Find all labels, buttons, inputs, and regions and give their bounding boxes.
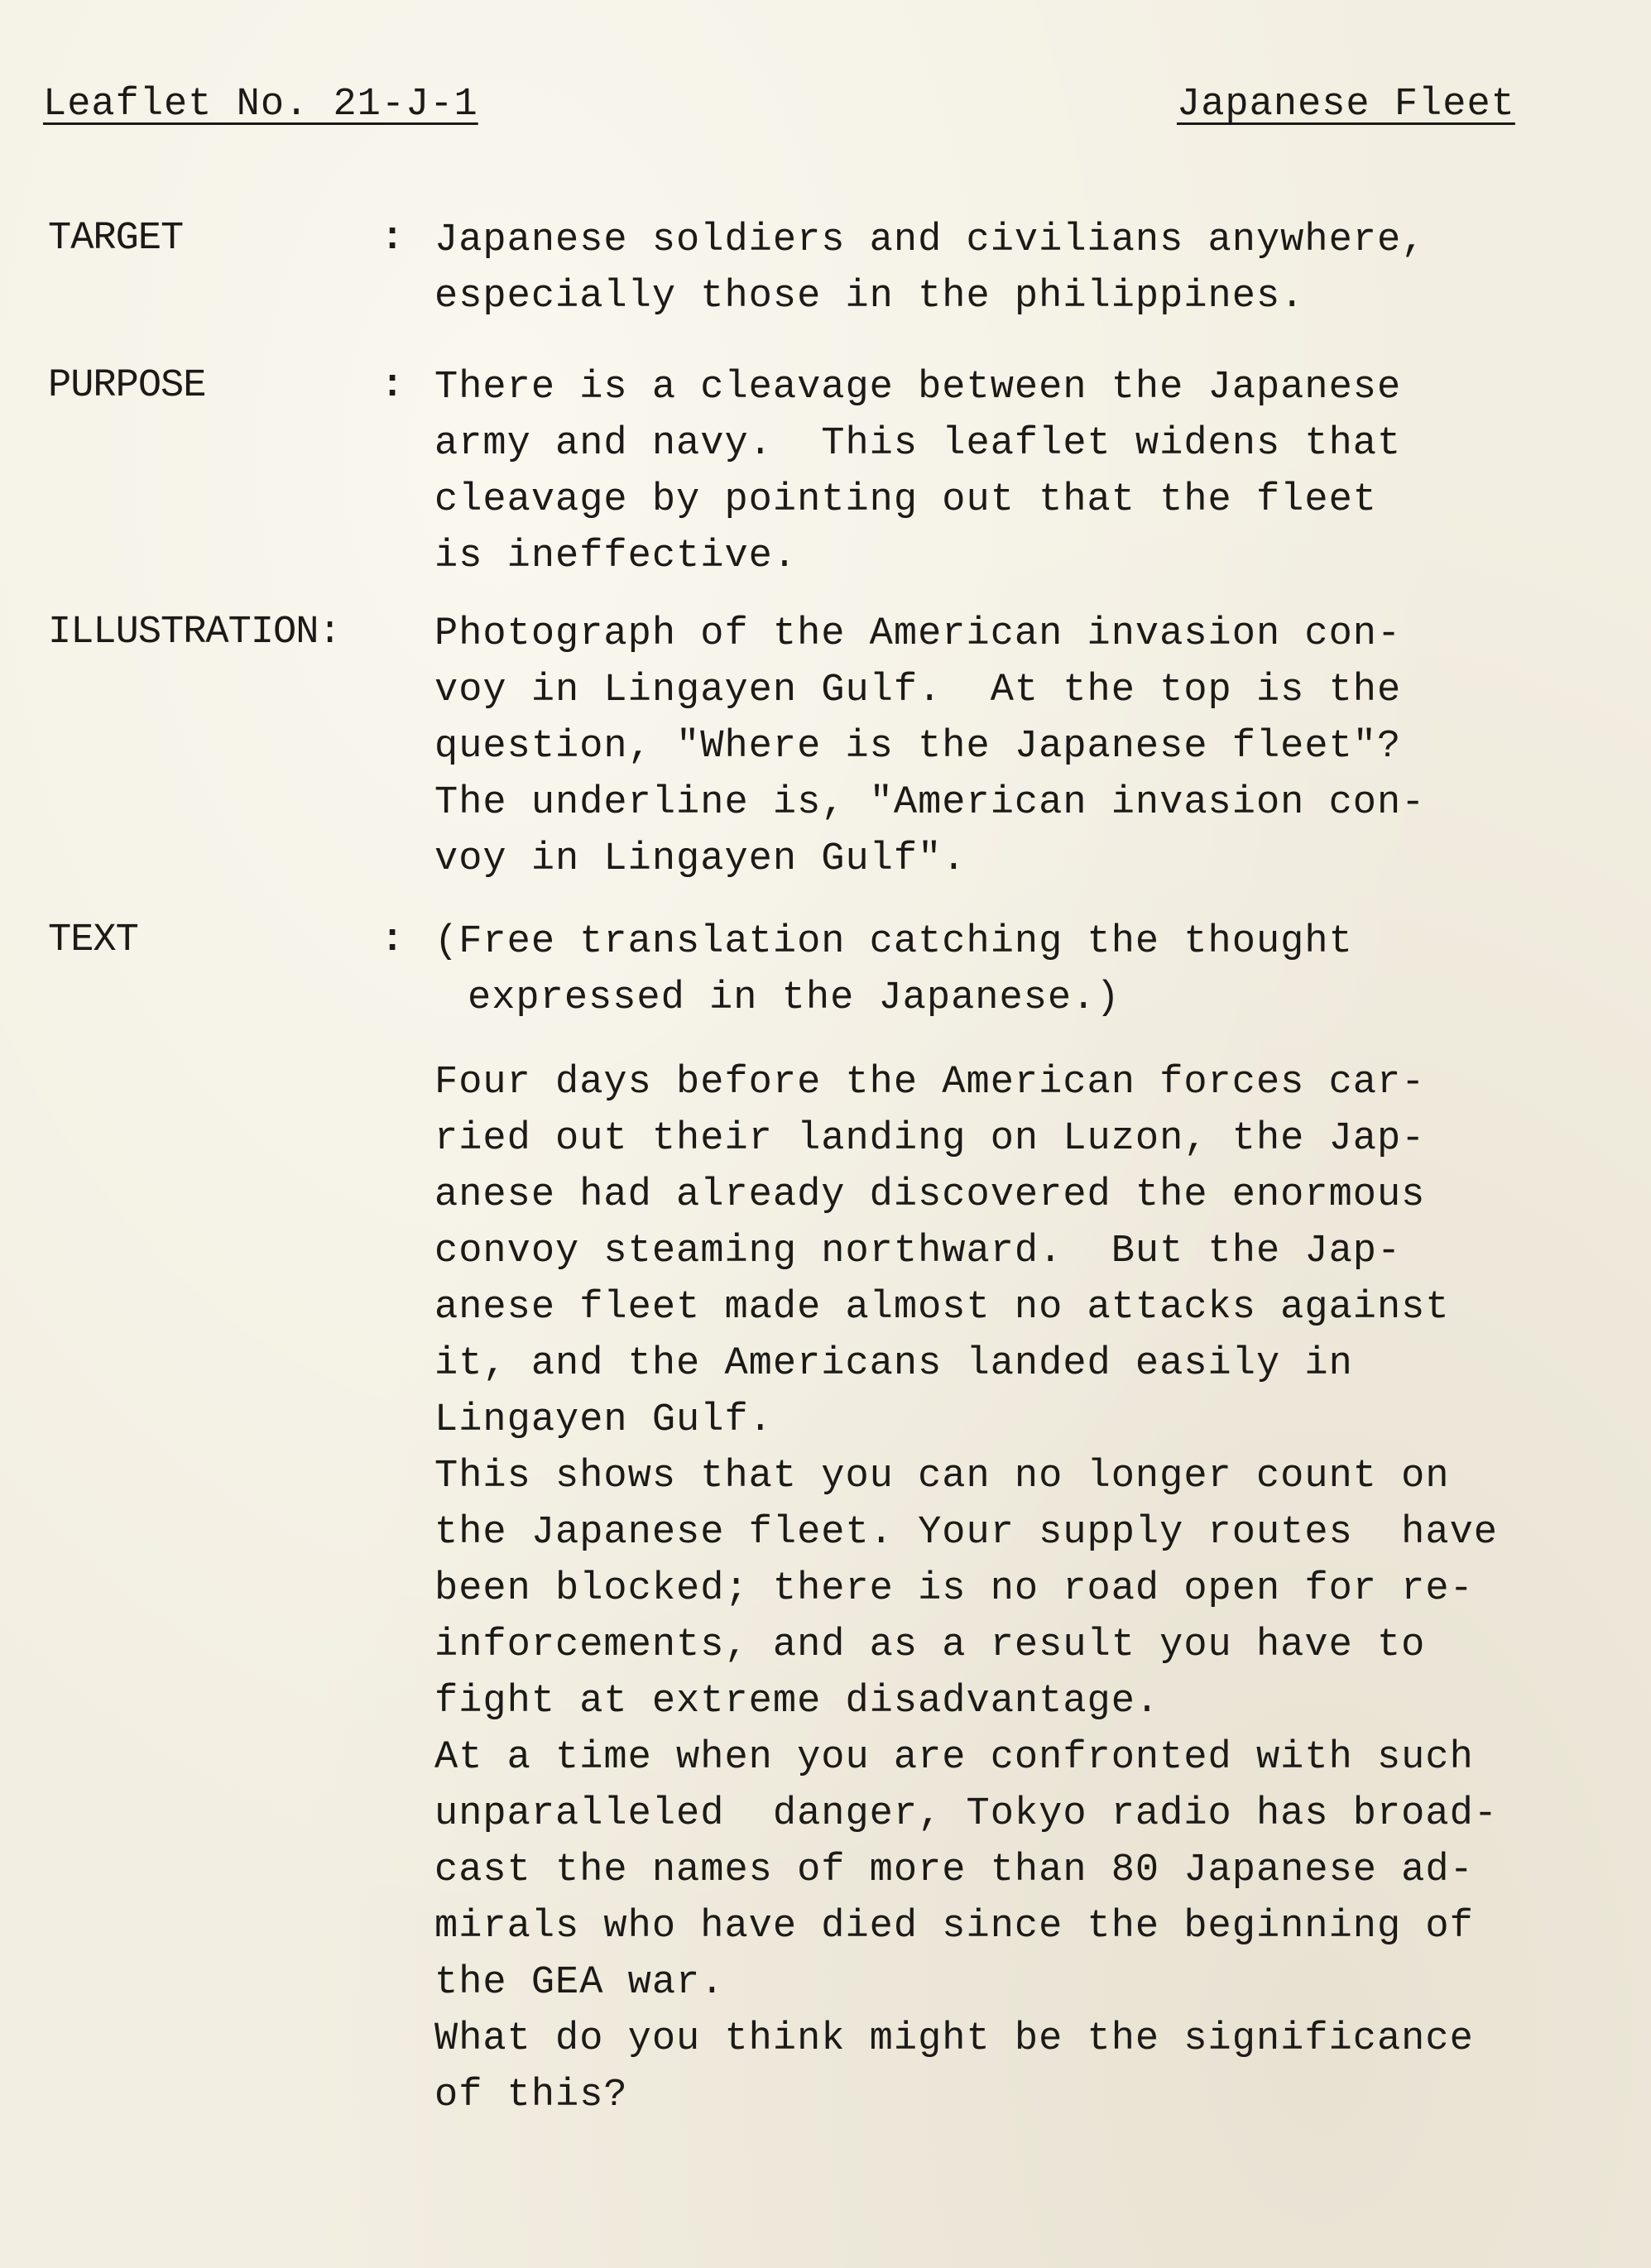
leaflet-number: Leaflet No. 21-J-1 [43, 83, 478, 127]
text-body-line: At a time when you are confronted with such [434, 1736, 1474, 1780]
target-line: Japanese soldiers and civilians anywhere, [434, 218, 1426, 262]
target-colon: : [381, 217, 405, 261]
illustration-line: voy in Lingayen Gulf". [434, 837, 967, 881]
text-body-line: ried out their landing on Luzon, the Jap- [434, 1117, 1426, 1161]
text-body-line: cast the names of more than 80 Japanese ad- [434, 1848, 1474, 1892]
text-body-line: inforcements, and as a result you have to [434, 1623, 1426, 1667]
purpose-line: There is a cleavage between the Japanese [434, 366, 1402, 410]
text-intro [434, 914, 1643, 1027]
illustration-line: voy in Lingayen Gulf. At the top is the [434, 669, 1402, 712]
target-line: especially those in the philippines. [434, 275, 1305, 319]
text-body-line: Lingayen Gulf. [434, 1398, 773, 1442]
text-label: TEXT [48, 918, 138, 962]
text-colon: : [381, 918, 405, 962]
text-body-line: anese fleet made almost no attacks against [434, 1286, 1450, 1330]
leaflet-title: Japanese Fleet [1177, 83, 1515, 127]
text-body-line: convoy steaming northward. But the Jap- [434, 1230, 1402, 1273]
text-body-line: the Japanese fleet. Your supply routes have [434, 1511, 1499, 1555]
illustration-line: question, "Where is the Japanese fleet"? [434, 725, 1402, 769]
purpose-line: army and navy. This leaflet widens that [434, 422, 1402, 466]
text-body-line: This shows that you can no longer count on [434, 1455, 1450, 1498]
purpose-label: PURPOSE [48, 364, 206, 408]
illustration-text [434, 607, 1643, 888]
illustration-line: The underline is, "American invasion con- [434, 781, 1426, 825]
target-text [434, 213, 1643, 325]
text-body-line: anese had already discovered the enormous [434, 1173, 1426, 1217]
purpose-colon: : [381, 364, 405, 408]
text-body-line: mirals who have died since the beginning of [434, 1905, 1474, 1949]
text-body-line: been blocked; there is no road open for re- [434, 1567, 1474, 1611]
target-label: TARGET [48, 217, 184, 261]
illustration-label: ILLUSTRATION: [48, 611, 341, 655]
text-body-line: of this? [434, 2074, 628, 2117]
text-body-line: Four days before the American forces car- [434, 1061, 1426, 1105]
text-body-line: the GEA war. [434, 1961, 725, 2005]
text-body-line: What do you think might be the significance [434, 2017, 1474, 2061]
purpose-line: is ineffective. [434, 535, 798, 578]
purpose-line: cleavage by pointing out that the fleet [434, 478, 1377, 522]
text-body-line: fight at extreme disadvantage. [434, 1680, 1160, 1724]
text-intro-line: (Free translation catching the thought [434, 920, 1353, 964]
text-body-line: unparalleled danger, Tokyo radio has broad- [434, 1792, 1499, 1836]
purpose-text [434, 360, 1643, 585]
text-intro-line: expressed in the Japanese.) [468, 976, 1121, 1020]
illustration-line: Photograph of the American invasion con- [434, 612, 1402, 656]
text-body-line: it, and the Americans landed easily in [434, 1342, 1353, 1386]
text-body [434, 1055, 1643, 2124]
